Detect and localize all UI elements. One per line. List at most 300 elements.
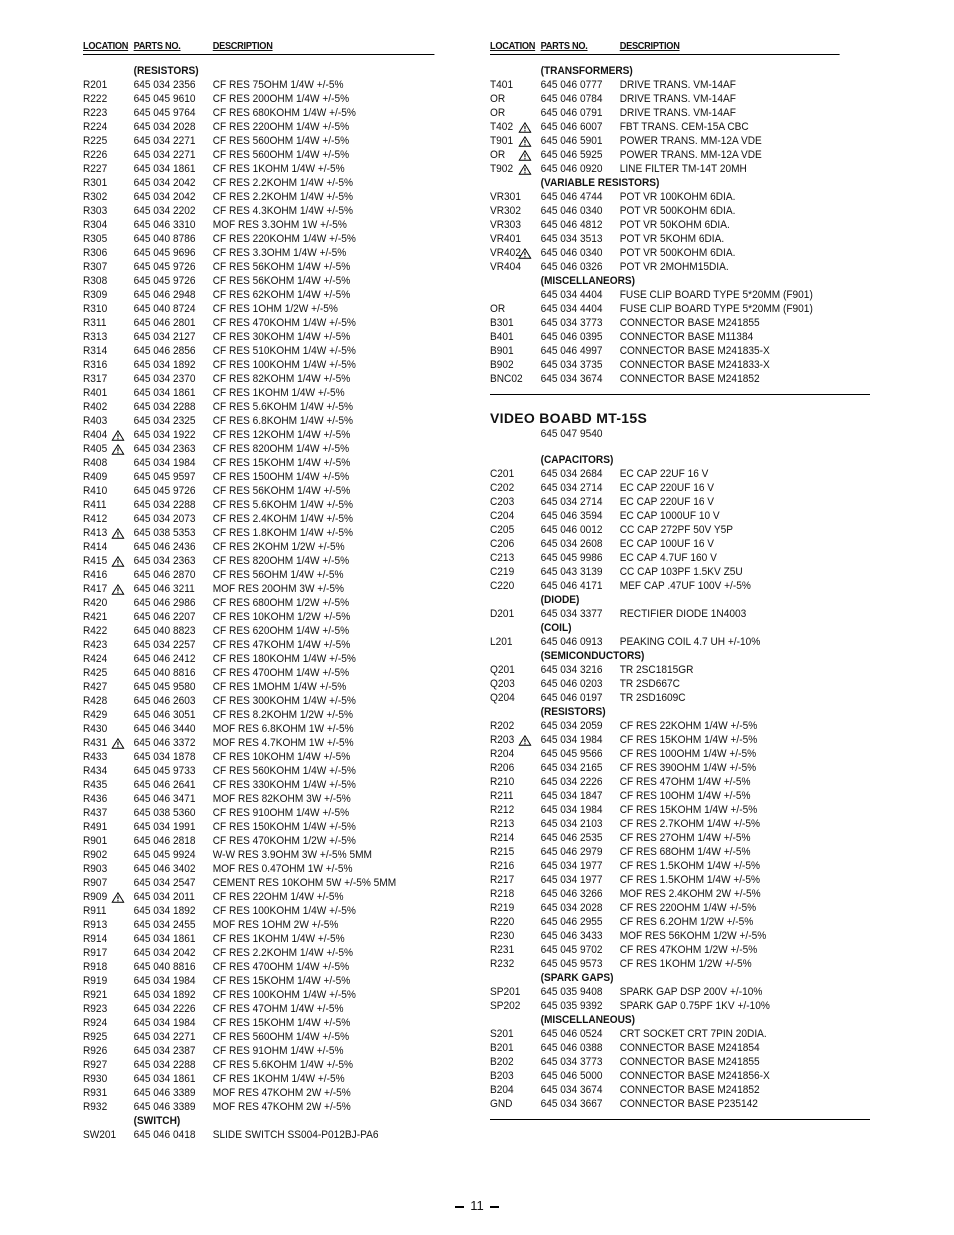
part-row (83, 498, 434, 512)
section-divider (490, 394, 870, 395)
part-number-cell: 645 045 9580 (133, 681, 196, 693)
part-row (490, 873, 840, 887)
part-number-cell: 645 034 2288 (133, 1059, 196, 1071)
section-part-number (490, 427, 840, 441)
description-cell: CF RES 100KOHM 1/4W +/-5% (212, 359, 356, 371)
part-number-cell: 645 045 9733 (133, 765, 196, 777)
location-cell: R901 (83, 835, 108, 847)
description-cell: CF RES 150KOHM 1/4W +/-5% (212, 821, 356, 833)
part-row (83, 344, 434, 358)
part-number-cell: 645 046 3372 (133, 737, 196, 749)
description-cell: CF RES 620OHM 1/4W +/-5% (212, 625, 350, 637)
description-cell: CF RES 510KOHM 1/4W +/-5% (212, 345, 356, 357)
part-row (83, 288, 434, 302)
part-number-cell: 645 045 9726 (133, 261, 196, 273)
description-cell: CF RES 1.5KOHM 1/4W +/-5% (619, 874, 761, 886)
description-cell: CF RES 82KOHM 1/4W +/-5% (212, 373, 351, 385)
location-cell: R214 (490, 832, 515, 844)
part-number-cell: 645 034 1878 (133, 751, 196, 763)
part-row (83, 78, 434, 92)
description-cell: CF RES 100KOHM 1/4W +/-5% (212, 989, 356, 1001)
description-cell: EC CAP 100UF 16 V (619, 538, 715, 550)
location-cell: R918 (83, 961, 108, 973)
part-row (490, 957, 840, 971)
location-cell: R201 (83, 79, 108, 91)
location-cell: R414 (83, 541, 108, 553)
location-cell: VR402 (490, 247, 521, 259)
part-row (83, 162, 434, 176)
location-cell: R422 (83, 625, 108, 637)
location-cell: R923 (83, 1003, 108, 1015)
part-row (83, 1086, 434, 1100)
description-cell: CF RES 15KOHM 1/4W +/-5% (619, 804, 758, 816)
part-number-cell: 645 045 9726 (133, 485, 196, 497)
description-cell: CF RES 680OHM 1/2W +/-5% (212, 597, 350, 609)
part-number-cell: 645 034 2387 (133, 1045, 196, 1057)
part-number-cell: 645 046 0203 (540, 678, 603, 690)
location-cell: R903 (83, 863, 108, 875)
description-cell: POT VR 5KOHM 6DIA. (619, 233, 725, 245)
warning-icon (112, 556, 125, 567)
part-number-cell: 645 034 1984 (133, 975, 196, 987)
part-row (490, 733, 840, 747)
location-cell: R428 (83, 695, 108, 707)
description-cell: MOF RES 2.4KOHM 2W +/-5% (619, 888, 761, 900)
description-cell: SLIDE SWITCH SS004-P012BJ-PA6 (212, 1129, 379, 1141)
category-heading (490, 1013, 840, 1027)
part-row (83, 1016, 434, 1030)
right-parts-column (490, 38, 870, 1120)
part-number-cell: 645 034 2257 (133, 639, 196, 651)
part-number-cell: 645 034 3773 (540, 1056, 603, 1068)
location-cell: R222 (83, 93, 108, 105)
location-cell: R434 (83, 765, 108, 777)
description-cell: CF RES 560OHM 1/4W +/-5% (212, 149, 350, 161)
description-cell: CF RES 2.7KOHM 1/4W +/-5% (619, 818, 761, 830)
part-row (83, 750, 434, 764)
description-cell: CF RES 5.6KOHM 1/4W +/-5% (212, 1059, 354, 1071)
part-number-cell: 645 046 0340 (540, 247, 603, 259)
description-cell: CF RES 1KOHM 1/4W +/-5% (212, 163, 345, 175)
part-number-cell: 645 046 2986 (133, 597, 196, 609)
location-cell: R212 (490, 804, 515, 816)
location-cell: R307 (83, 261, 108, 273)
category-label: (SEMICONDUCTORS) (540, 650, 645, 662)
part-row (83, 1100, 434, 1114)
part-number-cell: 645 034 2608 (540, 538, 603, 550)
location-cell: R909 (83, 891, 108, 903)
description-cell: MOF RES 0.47OHM 1W +/-5% (212, 863, 353, 875)
part-row (83, 246, 434, 260)
location-cell: R219 (490, 902, 515, 914)
description-cell: CF RES 91OHM 1/4W +/-5% (212, 1045, 344, 1057)
category-heading (490, 649, 840, 663)
part-number-cell: 645 046 3440 (133, 723, 196, 735)
part-number-cell: 645 034 3216 (540, 664, 603, 676)
description-cell: CF RES 6.2OHM 1/2W +/-5% (619, 916, 754, 928)
part-row (83, 358, 434, 372)
part-row (490, 943, 840, 957)
part-row (83, 106, 434, 120)
part-number-cell: 645 046 3471 (133, 793, 196, 805)
description-cell: CF RES 47OHM 1/4W +/-5% (619, 776, 751, 788)
location-cell: S201 (490, 1028, 514, 1040)
part-row (490, 218, 840, 232)
part-row (83, 260, 434, 274)
description-cell: POWER TRANS. MM-12A VDE (619, 135, 762, 147)
part-number-cell: 645 045 9702 (540, 944, 603, 956)
description-cell: CF RES 22OHM 1/4W +/-5% (212, 891, 344, 903)
description-cell: CF RES 15KOHM 1/4W +/-5% (212, 975, 351, 987)
section-part-text: 645 047 9540 (540, 428, 603, 440)
part-number-cell: 645 038 5360 (133, 807, 196, 819)
location-cell: R913 (83, 919, 108, 931)
warning-icon (519, 136, 532, 147)
description-cell: SPARK GAP DSP 200V +/-10% (619, 986, 763, 998)
description-cell: CF RES 100KOHM 1/4W +/-5% (212, 905, 356, 917)
part-number-cell: 645 034 2042 (133, 947, 196, 959)
description-cell: CF RES 910OHM 1/4W +/-5% (212, 807, 350, 819)
parts-list (490, 453, 870, 1111)
warning-icon (112, 528, 125, 539)
part-row (490, 607, 840, 621)
part-row (490, 1069, 840, 1083)
part-row (83, 778, 434, 792)
description-cell: CF RES 56KOHM 1/4W +/-5% (212, 485, 351, 497)
part-row (83, 302, 434, 316)
part-number-cell: 645 034 2363 (133, 555, 196, 567)
description-cell: CF RES 2.2KOHM 1/4W +/-5% (212, 947, 354, 959)
description-cell: TR 2SD667C (619, 678, 680, 690)
part-row (83, 568, 434, 582)
location-cell: SW201 (83, 1129, 117, 1141)
part-number-cell: 645 034 2059 (540, 720, 603, 732)
category-heading (490, 64, 840, 78)
description-cell: CF RES 1KOHM 1/4W +/-5% (212, 933, 345, 945)
description-cell: CF RES 47KOHM 1/2W +/-5% (619, 944, 758, 956)
part-row (83, 316, 434, 330)
category-label: (RESISTORS) (540, 706, 606, 718)
warning-icon (519, 735, 532, 746)
location-cell: R305 (83, 233, 108, 245)
part-number-cell: 645 034 2288 (133, 499, 196, 511)
description-cell: POWER TRANS. MM-12A VDE (619, 149, 762, 161)
part-number-cell: 645 034 2455 (133, 919, 196, 931)
description-cell: CF RES 2.4KOHM 1/4W +/-5% (212, 513, 354, 525)
part-row (490, 1083, 840, 1097)
warning-icon (519, 150, 532, 161)
part-row (490, 789, 840, 803)
part-number-cell: 645 040 8816 (133, 961, 196, 973)
part-row (490, 190, 840, 204)
location-cell: R420 (83, 597, 108, 609)
description-cell: EC CAP 22UF 16 V (619, 468, 709, 480)
location-cell: R301 (83, 177, 108, 189)
part-number-cell: 645 034 3513 (540, 233, 603, 245)
description-cell: MOF RES 47KOHM 2W +/-5% (212, 1087, 351, 1099)
description-cell: POT VR 500KOHM 6DIA. (619, 205, 736, 217)
part-number-cell: 645 046 2436 (133, 541, 196, 553)
part-number-cell: 645 045 9726 (133, 275, 196, 287)
part-row (490, 246, 840, 260)
description-cell: CF RES 560OHM 1/4W +/-5% (212, 135, 350, 147)
part-row (490, 372, 840, 386)
part-number-cell: 645 046 2207 (133, 611, 196, 623)
part-row (490, 887, 840, 901)
category-heading (490, 453, 840, 467)
part-row (490, 120, 840, 134)
location-cell: SP202 (490, 1000, 521, 1012)
warning-icon (519, 164, 532, 175)
location-cell: R308 (83, 275, 108, 287)
part-row (83, 330, 434, 344)
description-cell: PEAKING COIL 4.7 UH +/-10% (619, 636, 761, 648)
location-cell: R226 (83, 149, 108, 161)
location-cell: B401 (490, 331, 514, 343)
part-number-cell: 645 034 2547 (133, 877, 196, 889)
description-cell: MOF RES 47KOHM 2W +/-5% (212, 1101, 351, 1113)
part-number-cell: 645 046 3389 (133, 1101, 196, 1113)
description-cell: CEMENT RES 10KOHM 5W +/-5% 5MM (212, 877, 397, 889)
part-number-cell: 645 046 2870 (133, 569, 196, 581)
part-row (83, 274, 434, 288)
description-cell: MOF RES 1OHM 2W +/-5% (212, 919, 339, 931)
part-row (490, 78, 840, 92)
part-number-cell: 645 035 9408 (540, 986, 603, 998)
description-cell: CF RES 220OHM 1/4W +/-5% (212, 121, 350, 133)
part-number-cell: 645 034 3674 (540, 1084, 603, 1096)
location-cell: R429 (83, 709, 108, 721)
part-number-cell: 645 034 1984 (540, 804, 603, 816)
part-number-cell: 645 046 3051 (133, 709, 196, 721)
part-number-cell: 645 034 2028 (540, 902, 603, 914)
part-number-cell: 645 034 2271 (133, 1031, 196, 1043)
section-title-text: VIDEO BOABD MT-15S (490, 410, 648, 426)
description-cell: CONNECTOR BASE M241835-X (619, 345, 770, 357)
location-cell: B203 (490, 1070, 514, 1082)
category-label: (DIODE) (540, 594, 580, 606)
location-cell: VR401 (490, 233, 521, 245)
part-row (83, 148, 434, 162)
part-row (490, 775, 840, 789)
part-row (83, 176, 434, 190)
part-row (490, 344, 840, 358)
description-cell: EC CAP 220UF 16 V (619, 482, 715, 494)
part-row (490, 260, 840, 274)
description-cell: CF RES 56OHM 1/4W +/-5% (212, 569, 344, 581)
location-cell: R206 (490, 762, 515, 774)
description-cell: CF RES 47OHM 1/4W +/-5% (212, 1003, 344, 1015)
part-number-cell: 645 046 0418 (133, 1129, 196, 1141)
part-row (490, 663, 840, 677)
part-number-cell: 645 046 3266 (540, 888, 603, 900)
part-number-cell: 645 034 2684 (540, 468, 603, 480)
description-cell: CF RES 4.3KOHM 1/4W +/-5% (212, 205, 354, 217)
description-cell: CF RES 470OHM 1/4W +/-5% (212, 667, 350, 679)
description-cell: MOF RES 6.8KOHM 1W +/-5% (212, 723, 354, 735)
location-cell: R415 (83, 555, 108, 567)
description-cell: CF RES 560KOHM 1/4W +/-5% (212, 765, 356, 777)
part-row (83, 652, 434, 666)
part-number-cell: 645 034 2363 (133, 443, 196, 455)
part-number-cell: 645 034 2288 (133, 401, 196, 413)
part-number-cell: 645 034 1977 (540, 874, 603, 886)
description-cell: MOF RES 82KOHM 3W +/-5% (212, 793, 351, 805)
location-cell: R409 (83, 471, 108, 483)
part-number-cell: 645 034 2325 (133, 415, 196, 427)
part-number-cell: 645 034 1892 (133, 359, 196, 371)
part-row (490, 677, 840, 691)
description-cell: LINE FILTER TM-14T 20MH (619, 163, 747, 175)
location-cell: SP201 (490, 986, 521, 998)
location-cell: R491 (83, 821, 108, 833)
category-heading (490, 176, 840, 190)
description-cell: CF RES 27OHM 1/4W +/-5% (619, 832, 751, 844)
description-cell: DRIVE TRANS. VM-14AF (619, 107, 736, 119)
part-number-cell: 645 034 2202 (133, 205, 196, 217)
description-cell: CF RES 1.5KOHM 1/4W +/-5% (619, 860, 761, 872)
location-cell: R427 (83, 681, 108, 693)
description-cell: POT VR 2MOHM15DIA. (619, 261, 729, 273)
part-number-cell: 645 034 2073 (133, 513, 196, 525)
header-parts-no: PARTS NO. (540, 41, 588, 52)
part-row (83, 190, 434, 204)
part-number-cell: 645 046 0340 (540, 205, 603, 217)
description-cell: CF RES 220KOHM 1/4W +/-5% (212, 233, 356, 245)
part-number-cell: 645 046 3594 (540, 510, 603, 522)
location-cell: C202 (490, 482, 515, 494)
location-cell: R204 (490, 748, 515, 760)
part-row (83, 1058, 434, 1072)
category-heading (490, 274, 840, 288)
part-number-cell: 645 034 4404 (540, 289, 603, 301)
description-cell: CONNECTOR BASE M241856-X (619, 1070, 770, 1082)
part-number-cell: 645 034 2271 (133, 135, 196, 147)
description-cell: CF RES 12KOHM 1/4W +/-5% (212, 429, 351, 441)
description-cell: CONNECTOR BASE M241855 (619, 1056, 760, 1068)
description-cell: CF RES 2.2KOHM 1/4W +/-5% (212, 191, 354, 203)
description-cell: CF RES 1KOHM 1/4W +/-5% (212, 1073, 345, 1085)
location-cell: OR (490, 149, 506, 161)
warning-icon (112, 584, 125, 595)
parts-list (83, 64, 465, 1142)
part-row (490, 523, 840, 537)
part-row (490, 831, 840, 845)
location-cell: C204 (490, 510, 515, 522)
location-cell: T401 (490, 79, 514, 91)
location-cell: R310 (83, 303, 108, 315)
part-row (83, 932, 434, 946)
part-number-cell: 645 034 3735 (540, 359, 603, 371)
category-label: (RESISTORS) (133, 65, 199, 77)
location-cell: R924 (83, 1017, 108, 1029)
part-row (83, 582, 434, 596)
location-cell: B202 (490, 1056, 514, 1068)
location-cell: R227 (83, 163, 108, 175)
description-cell: TR 2SC1815GR (619, 664, 694, 676)
part-row (83, 946, 434, 960)
part-number-cell: 645 035 9392 (540, 1000, 603, 1012)
description-cell: CF RES 470KOHM 1/4W +/-5% (212, 317, 356, 329)
description-cell: CF RES 1MOHM 1/4W +/-5% (212, 681, 347, 693)
part-number-cell: 645 046 4171 (540, 580, 603, 592)
description-cell: POT VR 100KOHM 6DIA. (619, 191, 736, 203)
location-cell: R211 (490, 790, 514, 802)
part-number-cell: 645 034 1861 (133, 933, 196, 945)
part-number-cell: 645 045 9610 (133, 93, 196, 105)
description-cell: CONNECTOR BASE M241854 (619, 1042, 760, 1054)
part-row (83, 526, 434, 540)
description-cell: FBT TRANS. CEM-15A CBC (619, 121, 749, 133)
description-cell: CF RES 5.6KOHM 1/4W +/-5% (212, 499, 354, 511)
category-heading (83, 1114, 434, 1128)
page-dash (455, 1206, 464, 1208)
location-cell: R919 (83, 975, 108, 987)
description-cell: CC CAP 272PF 50V Y5P (619, 524, 733, 536)
location-cell: R220 (490, 916, 515, 928)
part-number-cell: 645 034 1977 (540, 860, 603, 872)
part-number-cell: 645 046 5901 (540, 135, 603, 147)
description-cell: CF RES 820OHM 1/4W +/-5% (212, 555, 350, 567)
location-cell: R210 (490, 776, 515, 788)
location-cell: T902 (490, 163, 514, 175)
location-cell: Q203 (490, 678, 515, 690)
header-description: DESCRIPTION (212, 41, 273, 52)
part-number-cell: 645 034 2226 (133, 1003, 196, 1015)
description-cell: W-W RES 3.9OHM 3W +/-5% 5MM (212, 849, 372, 861)
location-cell: OR (490, 303, 506, 315)
description-cell: CRT SOCKET CRT 7PIN 20DIA. (619, 1028, 767, 1040)
location-cell: R402 (83, 401, 108, 413)
part-row (83, 1128, 434, 1142)
part-row (83, 92, 434, 106)
part-row (83, 610, 434, 624)
part-row (83, 554, 434, 568)
description-cell: CF RES 22KOHM 1/4W +/-5% (619, 720, 758, 732)
part-row (490, 719, 840, 733)
location-cell: R313 (83, 331, 108, 343)
location-cell: R436 (83, 793, 108, 805)
part-number-cell: 645 046 3389 (133, 1087, 196, 1099)
location-cell: R412 (83, 513, 108, 525)
part-row (83, 988, 434, 1002)
location-cell: R304 (83, 219, 108, 231)
description-cell: CF RES 8.2KOHM 1/2W +/-5% (212, 709, 354, 721)
part-number-cell: 645 046 0197 (540, 692, 603, 704)
part-row (83, 218, 434, 232)
part-row (490, 803, 840, 817)
part-row (490, 635, 840, 649)
location-cell: R203 (490, 734, 515, 746)
part-row (490, 761, 840, 775)
location-cell: R417 (83, 583, 108, 595)
location-cell: C203 (490, 496, 515, 508)
part-row (490, 859, 840, 873)
category-label: (MISCELLANEORS) (540, 275, 636, 287)
part-number-cell: 645 046 0784 (540, 93, 603, 105)
part-row (490, 288, 840, 302)
location-cell: R408 (83, 457, 108, 469)
part-row (83, 442, 434, 456)
part-row (83, 456, 434, 470)
part-row (83, 764, 434, 778)
part-row (83, 666, 434, 680)
part-row (490, 467, 840, 481)
description-cell: CF RES 1OHM 1/2W +/-5% (212, 303, 338, 315)
part-number-cell: 645 045 9696 (133, 247, 196, 259)
location-cell: R302 (83, 191, 108, 203)
category-label: (COIL) (540, 622, 572, 634)
